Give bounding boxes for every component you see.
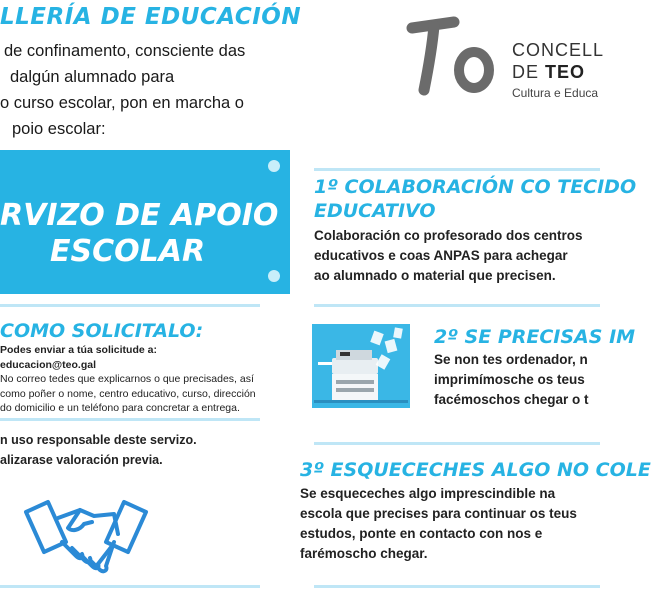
section3-text: [300, 484, 577, 564]
section2-title: 2º SE PRECISAS IM: [434, 326, 636, 348]
how-to-apply-text: [0, 343, 270, 416]
divider: [314, 442, 600, 445]
banner-dot: [268, 160, 280, 172]
divider: [0, 304, 260, 307]
responsible-use-text: [0, 430, 197, 470]
section2-line: facémoschos chegar o t: [434, 392, 589, 407]
responsible-use-line: alizarase valoración previa.: [0, 453, 163, 467]
section3-title: 3º ESQUECECHES ALGO NO COLE: [300, 459, 651, 481]
section1-line: educativos e coas ANPAS para achegar: [314, 248, 568, 263]
printer-icon: [312, 324, 410, 408]
section1-title-line2: EDUCATIVO: [314, 200, 436, 222]
intro-line: o curso escolar, pon en marcha o: [0, 94, 244, 112]
header-title: LLERÍA DE EDUCACIÓN: [0, 4, 302, 30]
printer-illustration: [312, 324, 410, 408]
logo-name-line1: CONCELL: [512, 40, 605, 60]
responsible-use-line: n uso responsable deste servizo.: [0, 433, 197, 447]
section2-line: Se non tes ordenador, n: [434, 352, 588, 367]
section3-line: estudos, ponte en contacto con nos e: [300, 526, 543, 541]
section1-line: Colaboración co profesorado dos centros: [314, 228, 583, 243]
how-to-apply-line: No correo tedes que explicarnos o que precisades, así: [0, 373, 254, 385]
logo-name-bold: TEO: [545, 62, 586, 82]
section3-line: Se esqueceches algo imprescindible na: [300, 486, 556, 501]
divider: [314, 585, 600, 588]
section1-text: [314, 226, 583, 286]
how-to-apply-line: do domicilio e un teléfono para concretar a entrega.: [0, 402, 240, 414]
logo-name-prefix: DE: [512, 62, 546, 82]
divider: [314, 304, 600, 307]
intro-text: [0, 38, 320, 142]
intro-line: dalgún alumnado para: [10, 68, 175, 86]
intro-line: poio escolar:: [12, 120, 106, 138]
contact-email: educacion@teo.gal: [0, 358, 97, 371]
banner-title-line2: ESCOLAR: [50, 234, 206, 269]
concello-logo-icon: [408, 18, 496, 96]
section1-line: ao alumnado o material que precisen.: [314, 268, 556, 283]
how-to-apply-line: Podes enviar a túa solicitude a:: [0, 344, 157, 356]
logo-name-line2: [512, 62, 585, 83]
divider: [0, 418, 260, 421]
section3-line: farémoscho chegar.: [300, 546, 428, 561]
banner-dot: [268, 270, 280, 282]
section2-line: imprimímosche os teus: [434, 372, 585, 387]
banner-title-line1: RVIZO DE APOIO: [0, 198, 279, 233]
logo-subtitle: Cultura e Educa: [512, 86, 599, 100]
section1-title-line1: 1º COLABORACIÓN CO TECIDO: [314, 176, 637, 198]
handshake-icon: [22, 498, 150, 580]
section3-line: escola que precises para continuar os teus: [300, 506, 577, 521]
how-to-apply-title: COMO SOLICITALO:: [0, 320, 204, 342]
divider: [0, 585, 260, 588]
intro-line: de confinamento, consciente das: [4, 42, 246, 60]
how-to-apply-line: como poñer o nome, centro educativo, curso, dirección: [0, 387, 256, 400]
divider: [314, 168, 600, 171]
section2-text: [434, 350, 589, 410]
